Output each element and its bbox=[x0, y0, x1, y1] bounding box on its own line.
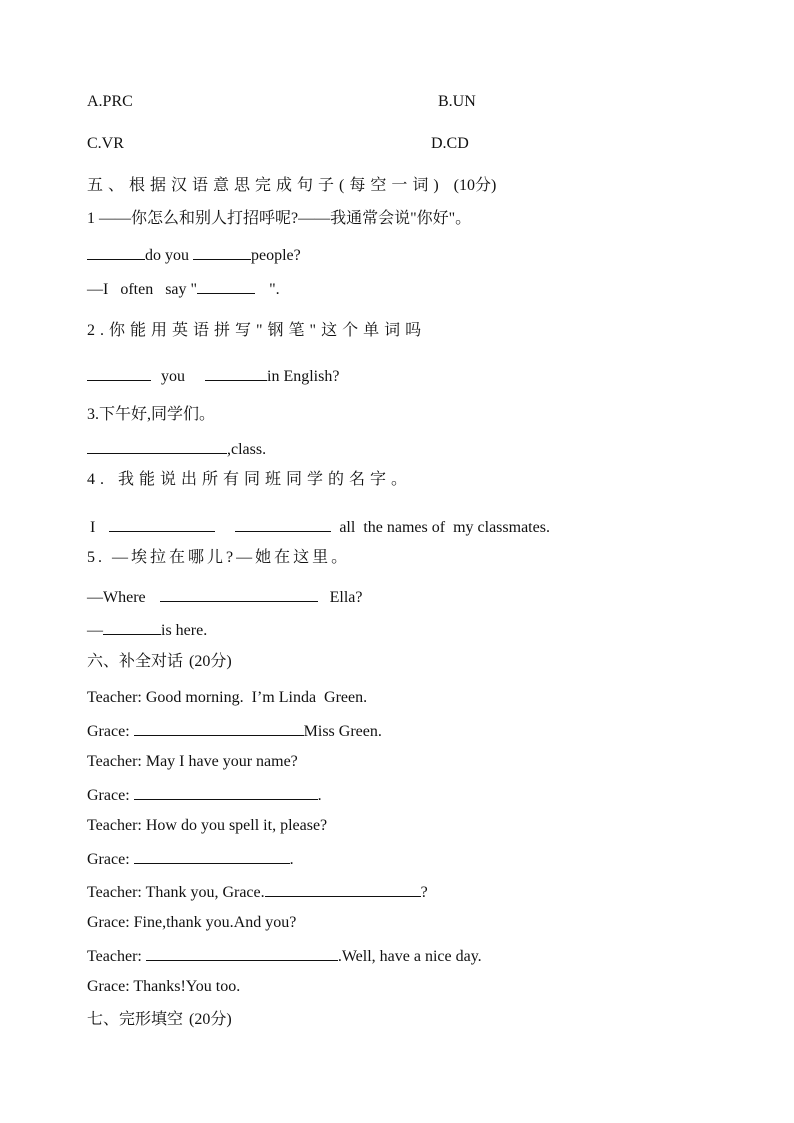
answer-blank[interactable] bbox=[205, 365, 267, 381]
answer-blank[interactable] bbox=[134, 784, 318, 800]
section7-title: 七、完形填空 bbox=[87, 1011, 184, 1028]
answer-blank[interactable] bbox=[193, 244, 251, 260]
line-text: Thanks!You too. bbox=[133, 978, 241, 995]
line-text: Good morning. I’m Linda Green. bbox=[145, 689, 368, 706]
q5-a-end: Ella? bbox=[329, 589, 363, 606]
q1-a-mid: do you bbox=[145, 247, 189, 264]
dialogue-line bbox=[87, 881, 428, 903]
dialogue-line bbox=[87, 720, 382, 742]
q1-b-start: —I often say " bbox=[87, 281, 198, 298]
q2-chinese: 2.你能用英语拼写"钢笔"这个单词吗 bbox=[87, 322, 427, 339]
speaker: Teacher: bbox=[87, 948, 142, 965]
section6-heading bbox=[87, 652, 232, 672]
answer-blank[interactable] bbox=[146, 945, 338, 961]
dialogue-line bbox=[87, 752, 298, 772]
speaker: Teacher: bbox=[87, 884, 142, 901]
q3-english bbox=[87, 438, 266, 460]
answer-blank[interactable] bbox=[109, 516, 215, 532]
speaker: Teacher: bbox=[87, 753, 142, 770]
q4-english bbox=[90, 516, 550, 538]
answer-blank[interactable] bbox=[87, 365, 151, 381]
dialogue-line bbox=[87, 913, 296, 933]
speaker: Grace: bbox=[87, 978, 130, 995]
q5-a-start: —Where bbox=[87, 589, 146, 606]
q3-end: ,class. bbox=[227, 441, 267, 458]
section7-score: (20分) bbox=[189, 1011, 232, 1028]
dialogue-line bbox=[87, 848, 294, 870]
section7-heading bbox=[87, 1010, 232, 1030]
line-text: Fine,thank you.And you? bbox=[133, 914, 297, 931]
q3-chinese: 3.下午好,同学们。 bbox=[87, 406, 216, 423]
option-d: D.CD bbox=[431, 135, 469, 152]
option-c: C.VR bbox=[87, 135, 124, 152]
option-a: A.PRC bbox=[87, 93, 133, 110]
q4-chinese: 4. 我能说出所有同班同学的名字。 bbox=[87, 471, 413, 488]
speaker: Grace: bbox=[87, 723, 130, 740]
q5-english-b bbox=[87, 619, 207, 641]
option-b: B.UN bbox=[438, 93, 476, 110]
line-text: How do you spell it, please? bbox=[145, 817, 328, 834]
speaker: Grace: bbox=[87, 914, 130, 931]
answer-blank[interactable] bbox=[87, 438, 155, 454]
speaker: Grace: bbox=[87, 851, 130, 868]
line-text: May I have your name? bbox=[145, 753, 298, 770]
line-text-after: . bbox=[317, 787, 322, 804]
speaker: Teacher: bbox=[87, 817, 142, 834]
answer-blank[interactable] bbox=[134, 720, 304, 736]
q1-english-b bbox=[87, 278, 280, 300]
line-text-after: . bbox=[289, 851, 294, 868]
answer-blank[interactable] bbox=[197, 278, 255, 294]
q1-a-end: people? bbox=[251, 247, 301, 264]
section5-heading bbox=[87, 176, 496, 196]
section6-title: 六、补全对话 bbox=[87, 653, 184, 670]
section5-title: 五、根据汉语意思完成句子(每空一词) bbox=[87, 177, 444, 194]
dialogue-line bbox=[87, 977, 240, 997]
q5-english-a bbox=[87, 586, 363, 608]
q5-chinese: 5. —埃拉在哪儿?—她在这里。 bbox=[87, 549, 351, 566]
line-text-after: ? bbox=[420, 884, 428, 901]
dialogue-line bbox=[87, 784, 322, 806]
dialogue-line bbox=[87, 816, 327, 836]
answer-blank[interactable] bbox=[155, 438, 227, 454]
answer-blank[interactable] bbox=[87, 244, 145, 260]
q2-english bbox=[87, 365, 339, 387]
answer-blank[interactable] bbox=[103, 619, 161, 635]
q5-b-end: is here. bbox=[161, 622, 208, 639]
line-text-after: .Well, have a nice day. bbox=[337, 948, 482, 965]
q5-b-start: — bbox=[87, 622, 103, 639]
dialogue-line bbox=[87, 945, 482, 967]
answer-blank[interactable] bbox=[265, 881, 421, 897]
line-text: Thank you, Grace. bbox=[145, 884, 265, 901]
section6-score: (20分) bbox=[189, 653, 232, 670]
q1-b-end: ". bbox=[269, 281, 280, 298]
answer-blank[interactable] bbox=[134, 848, 290, 864]
answer-blank[interactable] bbox=[235, 516, 331, 532]
section5-score: (10分) bbox=[453, 177, 497, 194]
speaker: Teacher: bbox=[87, 689, 142, 706]
q2-end: in English? bbox=[267, 368, 340, 385]
q1-chinese: 1 ——你怎么和别人打招呼呢?——我通常会说"你好"。 bbox=[87, 210, 472, 227]
dialogue-line bbox=[87, 688, 367, 708]
line-text-after: Miss Green. bbox=[303, 723, 382, 740]
answer-blank[interactable] bbox=[160, 586, 318, 602]
q2-mid: you bbox=[161, 368, 185, 385]
q4-start: I bbox=[90, 519, 96, 536]
q4-end: all the names of my classmates. bbox=[339, 519, 550, 536]
q1-english-a bbox=[87, 244, 301, 266]
speaker: Grace: bbox=[87, 787, 130, 804]
